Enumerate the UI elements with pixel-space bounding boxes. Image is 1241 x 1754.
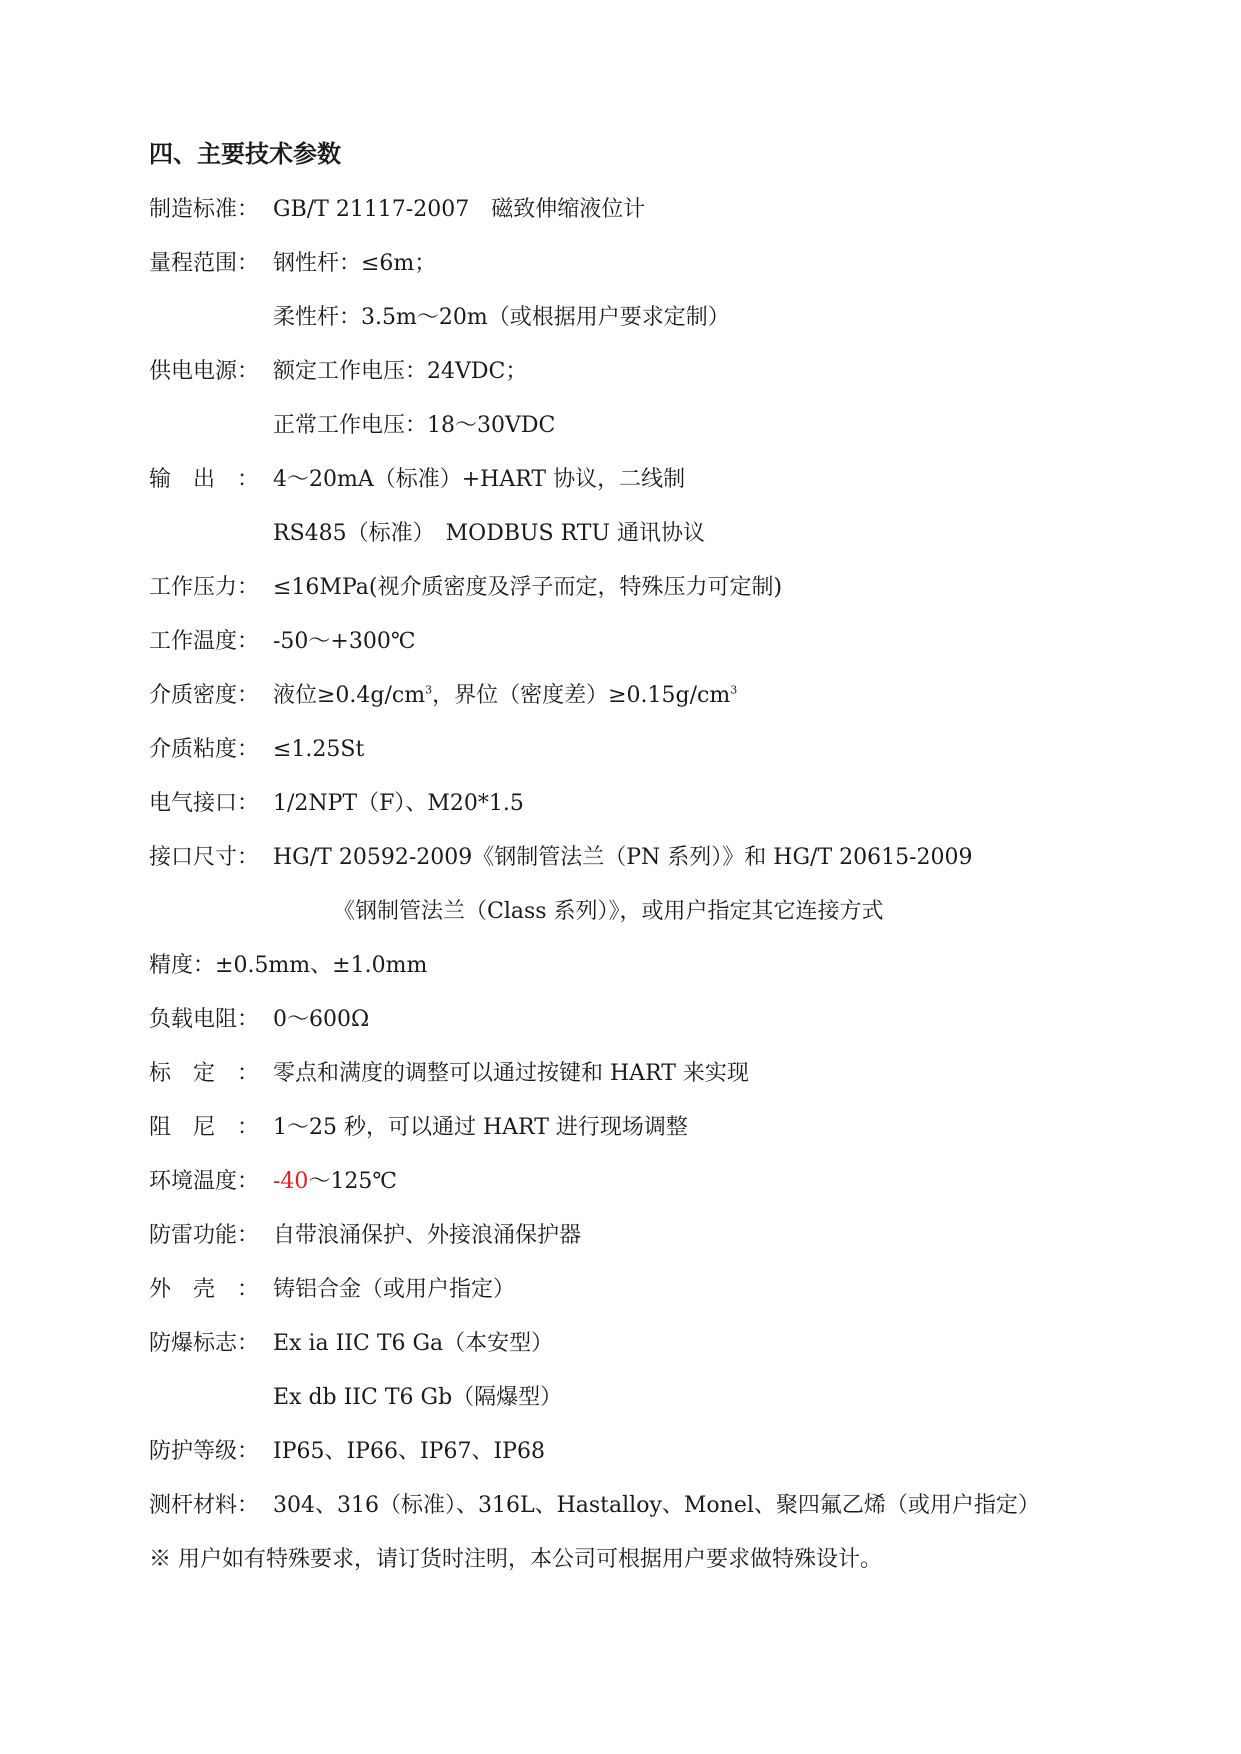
row-material (149, 1492, 1040, 1520)
label-temperature: 工作温度： (149, 629, 260, 654)
row-output-rs485 (273, 520, 705, 548)
label-pressure: 工作压力： (149, 575, 260, 600)
sup-density-level: 3 (425, 683, 433, 697)
section-title: 四、主要技术参数 (149, 140, 341, 168)
value-temperature: -50～+300℃ (273, 629, 416, 654)
value-housing: 铸铝合金（或用户指定） (273, 1277, 516, 1302)
value-output-rs485: RS485（标准） MODBUS RTU 通讯协议 (273, 521, 705, 546)
value-ambient-rest: ～125℃ (308, 1169, 398, 1194)
value-density-interface: ，界位（密度差）≥0.15g/cm (432, 683, 731, 708)
row-protection (149, 1438, 545, 1466)
row-interface (149, 844, 973, 872)
row-accuracy (149, 952, 427, 980)
value-power-normal: 正常工作电压：18～30VDC (273, 413, 556, 438)
label-damping: 阻尼： (149, 1115, 259, 1140)
label-electrical: 电气接口： (149, 791, 260, 816)
label-explosion: 防爆标志： (149, 1331, 260, 1356)
value-electrical: 1/2NPT（F）、M20*1.5 (273, 791, 524, 816)
row-standard (149, 196, 645, 224)
value-protection: IP65、IP66、IP67、IP68 (273, 1439, 545, 1464)
row-ambient (149, 1168, 397, 1196)
row-damping (149, 1114, 688, 1142)
row-calibration (149, 1060, 749, 1088)
row-pressure (149, 574, 782, 602)
row-load (149, 1006, 369, 1034)
row-density (149, 682, 737, 710)
value-standard: GB/T 21117-2007 磁致伸缩液位计 (273, 197, 646, 222)
label-lightning: 防雷功能： (149, 1223, 260, 1248)
row-explosion (149, 1330, 553, 1358)
label-output: 输出： (149, 467, 259, 492)
value-explosion: Ex ia IIC T6 Ga（本安型） (273, 1331, 554, 1356)
value-material: 304、316（标准）、316L、Hastalloy、Monel、聚四氟乙烯（或用户指定） (273, 1493, 1040, 1518)
label-material: 测杆材料： (149, 1493, 260, 1518)
value-damping: 1～25 秒，可以通过 HART 进行现场调整 (273, 1115, 688, 1140)
sup-density-interface: 3 (730, 683, 738, 697)
row-temperature (149, 628, 415, 656)
label-housing: 外壳： (149, 1277, 259, 1302)
label-range: 量程范围： (149, 251, 260, 276)
value-calibration: 零点和满度的调整可以通过按键和 HART 来实现 (273, 1061, 749, 1086)
label-standard: 制造标准： (149, 197, 260, 222)
value-explosion-db: Ex db IIC T6 Gb（隔爆型） (273, 1385, 563, 1410)
row-power-normal (273, 412, 555, 440)
row-lightning (149, 1222, 581, 1250)
value-range-flexible: 柔性杆：3.5m～20m（或根据用户要求定制） (273, 305, 730, 330)
label-calibration: 标定： (149, 1061, 259, 1086)
row-housing (149, 1276, 515, 1304)
label-accuracy: 精度： (149, 953, 216, 978)
label-power: 供电电源： (149, 359, 260, 384)
label-density: 介质密度： (149, 683, 260, 708)
row-explosion-db (273, 1384, 562, 1412)
value-interface: HG/T 20592-2009《钢制管法兰（PN 系列）》和 HG/T 20615-2009 (273, 845, 973, 870)
label-viscosity: 介质粘度： (149, 737, 260, 762)
label-load: 负载电阻： (149, 1007, 260, 1032)
value-load: 0～600Ω (273, 1007, 370, 1032)
row-output (149, 466, 685, 494)
note: ※ 用户如有特殊要求，请订货时注明，本公司可根据用户要求做特殊设计。 (149, 1547, 882, 1572)
label-ambient: 环境温度： (149, 1169, 260, 1194)
value-output: 4～20mA（标准）+HART 协议，二线制 (273, 467, 686, 492)
row-power (149, 358, 527, 386)
value-pressure: ≤16MPa(视介质密度及浮子而定，特殊压力可定制) (273, 575, 783, 600)
row-range (149, 250, 436, 278)
value-interface-class: 《钢制管法兰（Class 系列）》，或用户指定其它连接方式 (333, 899, 884, 924)
label-protection: 防护等级： (149, 1439, 260, 1464)
row-electrical (149, 790, 524, 818)
value-lightning: 自带浪涌保护、外接浪涌保护器 (273, 1223, 582, 1248)
value-range: 钢性杆：≤6m； (273, 251, 437, 276)
row-range-flexible (273, 304, 730, 332)
label-interface: 接口尺寸： (149, 845, 260, 870)
row-interface-class (333, 898, 884, 926)
value-ambient-min: -40 (273, 1169, 309, 1194)
value-accuracy: ±0.5mm、±1.0mm (215, 953, 428, 978)
value-viscosity: ≤1.25St (273, 737, 365, 762)
row-viscosity (149, 736, 364, 764)
value-power: 额定工作电压：24VDC； (273, 359, 528, 384)
value-density-level: 液位≥0.4g/cm (273, 683, 426, 708)
